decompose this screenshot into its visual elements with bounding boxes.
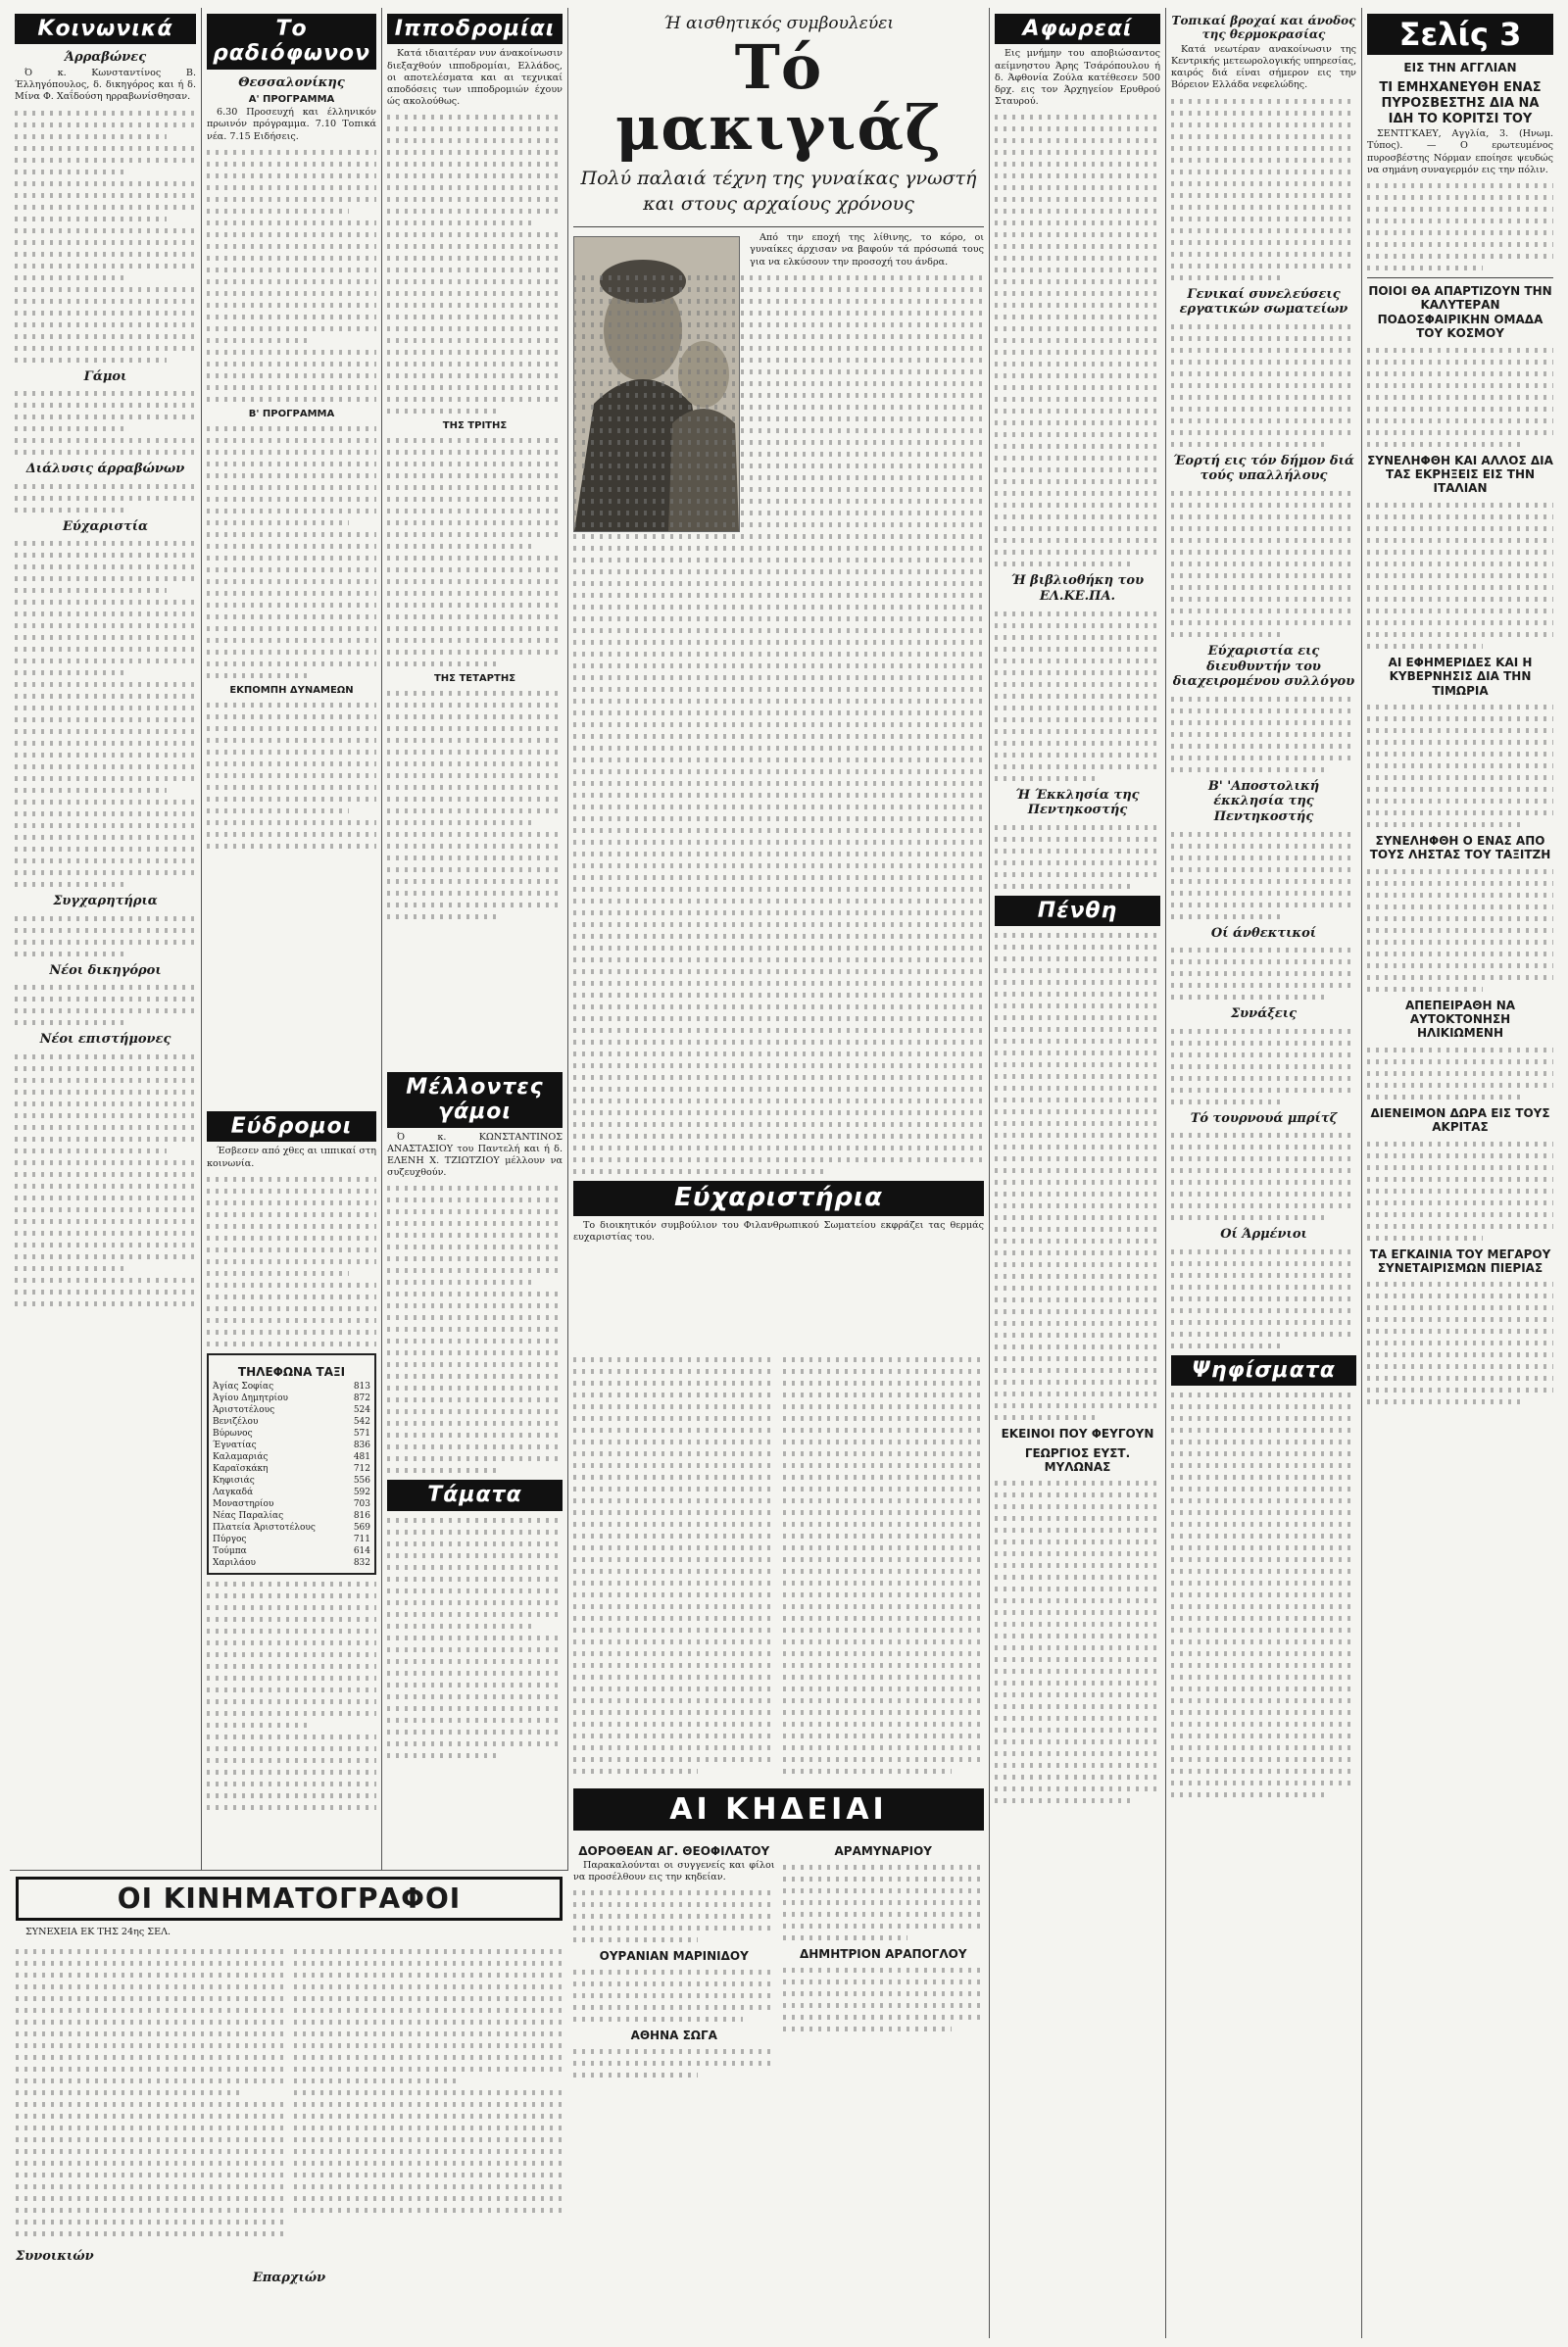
text-engagements: Ό κ. Κωνσταντίνος Β. Έλληγόπουλος, δ. δικηγόρος και ή δ. Μίνα Φ. Χαΐδούση ηρραβωνίσθησαν. <box>15 67 196 103</box>
column-races <box>382 8 568 1066</box>
cinemas-text: ΣΥΝΕΧΕΙΑ ΕΚ ΤΗΣ 24ης ΣΕΛ. <box>25 1927 172 1937</box>
section-title-mourning: Πένθη <box>995 896 1160 926</box>
text-block <box>207 426 376 678</box>
taxi-phones-title: ΤΗΛΕΦΩΝΑ ΤΑΞΙ <box>237 1364 346 1379</box>
cinema-listing-left <box>16 1942 284 2243</box>
runners-text: Έσβεσεν από χθες αι ιππικαί στη κοινωνία. <box>207 1146 377 1169</box>
column-donations <box>990 8 1166 2338</box>
heading-thanks: Εύχαριστία <box>62 518 149 534</box>
page-number: Σελίς 3 <box>1367 14 1553 55</box>
taxi-stand-number: 836 <box>353 1441 370 1451</box>
text-block <box>995 115 1160 566</box>
text-block <box>573 1350 775 1781</box>
taxi-stand-number: 703 <box>353 1499 370 1510</box>
heading-unions: Γενικαί συνελεύσεις εργατικών σωματείων <box>1179 286 1348 318</box>
cinemas-title: ΟΙ ΚΙΝΗΜΑΤΟΓΡΑΦΟΙ <box>16 1877 563 1921</box>
taxi-stand-number: 832 <box>353 1558 370 1569</box>
headline-pieria-cooperatives: ΤΑ ΕΓΚΑΙΝΙΑ ΤΟΥ ΜΕΓΑΡΟΥ ΣΥΝΕΤΑΙΡΙΣΜΩΝ ΠΙΕΡΙΑΣ <box>1369 1247 1551 1276</box>
taxi-stand-name: Άγίου Δημητρίου <box>213 1394 288 1404</box>
taxi-row <box>213 1522 370 1534</box>
heading-weather: Τοπικαί βροχαί και άνοδος της θερμοκρασίας <box>1171 14 1356 42</box>
funeral-notice-name: ΑΘΗΝΑ ΣΩΓΑ <box>630 2029 717 2043</box>
text-block <box>15 111 196 363</box>
text-block <box>1367 705 1553 827</box>
text-block <box>1367 183 1553 270</box>
section-title-future-weddings: Μέλλοντες γάμοι <box>387 1072 563 1128</box>
text-block <box>783 1865 985 1940</box>
taxi-stand-name: Άριστοτέλους <box>213 1405 275 1416</box>
text-block <box>1367 1282 1553 1404</box>
taxi-stand-name: Έγνατίας <box>213 1441 257 1451</box>
section-title-donations: Αφωρεαί <box>995 14 1160 44</box>
taxi-row <box>213 1545 370 1557</box>
newspaper-page <box>10 8 1558 2338</box>
taxi-row <box>213 1393 370 1404</box>
taxi-row <box>213 1557 370 1569</box>
thanks-text: Το διοικητικόν συμβούλιον του Φιλανθρωπικού Σωματείου εκφράζει τας θερμάς ευχαριστίας του. <box>573 1219 984 1243</box>
taxi-row <box>213 1487 370 1498</box>
text-block <box>995 1481 1160 1803</box>
taxi-stand-number: 711 <box>353 1535 370 1545</box>
text-block <box>207 703 376 849</box>
feature-text: Από την εποχή της λίθινης, το κόρο, οι γυναίκες άρχισαν να βαφούν τά πρόσωπά τους για να ελκύσουν την προσοχή του άνδρα. <box>750 232 984 268</box>
taxi-stand-number: 569 <box>353 1523 370 1534</box>
firefighter-text: ΣΕΝΤΓΚΑΕΥ, Αγγλία, 3. (Ηνωμ. Τύπος). — Ο ερωτευμένος πυροσβέστης Νόρμαν εποίησε ψευδώς να σημάνη συναγερμόν εις την πόλιν. <box>1367 128 1553 175</box>
funeral-notice-name: ΟΥΡΑΝΙΑΝ ΜΑΡΙΝΙΔΟΥ <box>599 1949 749 1964</box>
taxi-stand-name: Πλατεία Άριστοτέλους <box>213 1523 316 1534</box>
text-block <box>1171 1249 1356 1348</box>
section-title-runners: Εύδρομοι <box>207 1111 376 1142</box>
taxi-stand-name: Άγίας Σοφίας <box>213 1382 274 1393</box>
taxi-stand-number: 872 <box>353 1394 370 1404</box>
text-block <box>1171 99 1356 280</box>
feature-title: Τό μακιγιάζ <box>615 31 942 164</box>
headline-taxi-robbers: ΣΥΝΕΛΗΦΘΗ Ο ΕΝΑΣ ΑΠΟ ΤΟΥΣ ΛΗΣΤΑΣ ΤΟΥ ΤΑΞΙΤΖΗ <box>1369 833 1551 862</box>
column-feature <box>568 8 990 1350</box>
heading-engagements: Άρραβώνες <box>64 50 147 66</box>
taxi-row <box>213 1463 370 1475</box>
text-block <box>1367 1048 1553 1100</box>
taxi-row <box>213 1510 370 1522</box>
taxi-row <box>213 1440 370 1451</box>
section-title-radio: Το ραδιόφωνον <box>207 14 376 70</box>
text-block <box>995 611 1160 781</box>
column-foreign-news <box>1362 8 1558 2338</box>
heading-departed-name: ΓΕΩΡΓΙΟΣ ΕΥΣΤ. ΜΥΛΩΝΑΣ <box>1024 1445 1131 1474</box>
heading-congratulations: Συγχαρητήρια <box>53 894 158 909</box>
funeral-notice-name: ΔΗΜΗΤΡΙΟΝ ΑΡΑΠΟΓΛΟΥ <box>799 1947 967 1961</box>
funeral-notice-name: ΔΟΡΟΘΕΑΝ ΑΓ. ΘΕΟΦΙΛΑΤΟΥ <box>578 1844 770 1858</box>
text-block <box>995 933 1160 1420</box>
text-block <box>15 1054 196 1306</box>
section-title-social: Κοινωνικά <box>15 14 196 44</box>
heading-new-lawyers: Νέοι δικηγόροι <box>49 962 162 978</box>
headline-suicide-attempt: ΑΠΕΠΕΙΡΑΘΗ ΝΑ ΑΥΤΟΚΤΟΝΗΣΗ ΗΛΙΚΙΩΜΕΝΗ <box>1404 998 1516 1041</box>
taxi-row <box>213 1381 370 1393</box>
taxi-row <box>213 1404 370 1416</box>
heading-apostolic-church: Β' 'Αποστολική έκκλησία της Πεντηκοστής <box>1207 778 1320 824</box>
radio-text: 6.30 Προσευχή και έλληνικόν πρωινόν πρόγραμμα. 7.10 Τοπικά νέα. 7.15 Ειδήσεις. <box>207 107 376 142</box>
subtitle-england: ΕΙΣ ΤΗΝ ΑΓΓΛΙΑΝ <box>1403 61 1517 74</box>
cinemas-provinces-heading: Επαρχιών <box>252 2270 326 2285</box>
taxi-row <box>213 1534 370 1545</box>
taxi-row <box>213 1475 370 1487</box>
taxi-stand-number: 571 <box>353 1429 370 1440</box>
headline-firefighter: ΤΙ ΕΜΗΧΑΝΕΥΘΗ ΕΝΑΣ ΠΥΡΟΣΒΕΣΤΗΣ ΔΙΑ ΝΑ ΙΔΗ ΤΟ ΚΟΡΙΤΣΙ ΤΟΥ <box>1379 80 1542 126</box>
column-radio <box>202 8 382 1105</box>
cinema-listing-right <box>294 1942 563 2243</box>
heading-municipal-celebration: Έορτή εις τόν δήμον διά τούς υπαλλήλους <box>1173 453 1354 484</box>
weather-text: Κατά νεωτέραν ανακοίνωσιν της Κεντρικής μετεωρολογικής υπηρεσίας, καιρός διά είναι σήμερον εις την Βόρειον Ελλάδα νεφελώδης. <box>1171 43 1356 91</box>
text-block <box>387 438 563 666</box>
heading-new-scientists: Νέοι επιστήμονες <box>39 1032 172 1048</box>
text-block <box>783 1968 985 2031</box>
headline-football: ΠΟΙΟΙ ΘΑ ΑΠΑΡΤΙΖΟΥΝ ΤΗΝ ΚΑΛΥΤΕΡΑΝ ΠΟΔΟΣΦΑΙΡΙΚΗΝ ΟΜΑΔΑ ΤΟΥ ΚΟΣΜΟΥ <box>1368 283 1552 341</box>
cinemas-neighborhoods-heading: Συνοικιών <box>16 2249 94 2265</box>
taxi-stand-number: 614 <box>353 1546 370 1557</box>
races-text: Κατά ιδιαιτέραν νυν άνακοίνωσιν διεξαχθούν ιπποδρομίαι, Ελλάδος, οι αποτελέσματα και αι τεχνικαί αποδόσεις των ιπποδρομιών έχουν ώς ακολούθως. <box>387 48 563 108</box>
taxi-row <box>213 1428 370 1440</box>
taxi-phones-table <box>213 1381 370 1569</box>
taxi-stand-name: Βενιζέλου <box>213 1417 259 1428</box>
text-block <box>1171 832 1356 919</box>
heading-bridge-tournament: Τό τουρνουά μπρίτζ <box>1190 1110 1338 1126</box>
taxi-stand-name: Μοναστηρίου <box>213 1499 274 1510</box>
taxi-stand-name: Χαριλάου <box>213 1558 256 1569</box>
section-title-vows: Τάματα <box>387 1480 563 1510</box>
taxi-phones-box <box>207 1353 376 1575</box>
text-block <box>387 691 563 919</box>
taxi-stand-number: 556 <box>353 1476 370 1487</box>
text-block <box>387 1518 563 1758</box>
taxi-stand-name: Καραϊσκάκη <box>213 1464 269 1475</box>
donations-text: Εις μνήμην του αποβιώσαντος αείμνηστου Άρης Τσάρόπουλου ή δ. Άφθονία Ζούλα κατέθεσεν 500 δρχ. εις τον Άρχηγείον Ερυθρού Σταυρού. <box>995 48 1160 108</box>
heading-meetings: Συνάξεις <box>1230 1006 1298 1022</box>
column-local <box>1166 8 1362 2338</box>
text-block <box>573 1970 775 2022</box>
text-block <box>1367 1142 1553 1241</box>
taxi-stand-name: Λαγκαδά <box>213 1488 254 1498</box>
program-b-heading: Β' ΠΡΟΓΡΑΜΜΑ <box>248 408 335 419</box>
races-wednesday-heading: ΤΗΣ ΤΕΤΑΡΤΗΣ <box>433 673 516 685</box>
taxi-stand-name: Τούμπα <box>213 1546 247 1557</box>
text-block <box>15 541 196 887</box>
taxi-stand-number: 816 <box>353 1511 370 1522</box>
text-block <box>15 985 196 1025</box>
section-title-races: Ιπποδρομίαι <box>387 14 563 44</box>
taxi-stand-name: Κηφισιάς <box>213 1476 255 1487</box>
divider <box>573 226 984 227</box>
taxi-stand-name: Νέας Παραλίας <box>213 1511 284 1522</box>
text-block <box>1171 491 1356 637</box>
headline-italy-arrest: ΣΥΝΕΛΗΦΘΗ ΚΑΙ ΑΛΛΟΣ ΔΙΑ ΤΑΣ ΕΚΡΗΞΕΙΣ ΕΙΣ ΤΗΝ ΙΤΑΛΙΑΝ <box>1367 453 1553 496</box>
taxi-stand-number: 481 <box>353 1452 370 1463</box>
funeral-notice-text: Παρακαλούνται οι συγγενείς και φίλοι να προσέλθουν εις την κηδείαν. <box>573 1860 775 1883</box>
program-a-heading: Α' ΠΡΟΓΡΑΜΜΑ <box>248 94 335 106</box>
thanks-title: Εύχαριστήρια <box>573 1181 984 1216</box>
funeral-notice-name: ΑΡΑΜΥΝΑΡΙΟΥ <box>834 1844 932 1858</box>
cinemas-section <box>10 1870 568 2338</box>
headline-newspapers: ΑΙ ΕΦΗΜΕΡΙΔΕΣ ΚΑΙ Η ΚΥΒΕΡΝΗΣΙΣ ΔΙΑ ΤΗΝ ΤΙΜΩΡΙΑ <box>1388 655 1533 698</box>
text-block <box>207 1177 376 1346</box>
text-block <box>1367 869 1553 992</box>
text-block <box>1171 1393 1356 1797</box>
taxi-stand-name: Πύργος <box>213 1535 247 1545</box>
column-feature-lower <box>568 1350 990 2338</box>
section-title-resolutions: Ψηφίσματα <box>1171 1355 1356 1386</box>
text-block <box>207 150 376 402</box>
text-block <box>1171 324 1356 447</box>
text-block <box>1171 697 1356 772</box>
text-block <box>573 1890 775 1942</box>
text-block <box>573 2049 775 2078</box>
heading-director-thanks: Εύχαριστία εις διευθυντήν του διαχειρομένου συλλόγου <box>1172 643 1355 690</box>
taxi-stand-name: Βύρωνος <box>213 1429 253 1440</box>
future-weddings-text: Ό κ. ΚΩΝΣΤΑΝΤΙΝΟΣ ΑΝΑΣΤΑΣΙΟΥ του Παντελή και ή δ. ΕΛΕΝΗ Χ. ΤΖΙΩΤΖΙΟΥ μέλλουν να συζευχθούν. <box>387 1131 563 1179</box>
races-tuesday-heading: ΤΗΣ ΤΡΙΤΗΣ <box>442 420 508 432</box>
taxi-stand-number: 592 <box>353 1488 370 1498</box>
radio-subtitle: Θεσσαλονίκης <box>238 74 345 90</box>
taxi-stand-number: 712 <box>353 1464 370 1475</box>
heading-library: Ή βιβλιοθήκη του ΕΛ.ΚΕ.ΠΑ. <box>1010 573 1145 604</box>
text-block <box>995 825 1160 889</box>
text-block <box>1367 348 1553 447</box>
text-block <box>15 391 196 455</box>
heading-weddings: Γάμοι <box>83 368 127 384</box>
text-block <box>1367 503 1553 649</box>
text-block <box>1171 948 1356 1000</box>
funerals-title: ΑΙ ΚΗΔΕΙΑΙ <box>573 1788 984 1831</box>
text-block <box>387 115 563 414</box>
heading-armenians: Οί Άρμένιοι <box>1220 1227 1307 1243</box>
feature-subtitle: Πολύ παλαιά τέχνη της γυναίκας γνωστή και στους αρχαίους χρόνους <box>580 168 977 215</box>
text-block <box>1171 1029 1356 1104</box>
heading-departing: ΕΚΕΙΝΟΙ ΠΟΥ ΦΕΥΓΟΥΝ <box>1001 1426 1154 1441</box>
text-block <box>15 916 196 956</box>
text-block <box>783 1350 985 1781</box>
heading-resistant: Οί άνθεκτικοί <box>1210 925 1317 941</box>
taxi-row <box>213 1498 370 1510</box>
divider <box>1367 277 1553 278</box>
taxi-stand-name: Καλαμαριάς <box>213 1452 269 1463</box>
heading-broken-engagements: Διάλυσις άρραβώνων <box>25 462 185 477</box>
taxi-stand-number: 813 <box>353 1382 370 1393</box>
heading-pentecost-church: Ή Έκκλησία της Πεντηκοστής <box>1015 787 1140 818</box>
taxi-stand-number: 524 <box>353 1405 370 1416</box>
text-block <box>387 1186 563 1473</box>
text-block <box>207 1582 376 1810</box>
text-block <box>15 484 196 513</box>
forces-program-heading: ΕΚΠΟΜΠΗ ΔΥΝΑΜΕΩΝ <box>229 684 354 696</box>
taxi-row <box>213 1416 370 1428</box>
headline-gifts-border: ΔΙΕΝΕΙΜΟΝ ΔΩΡΑ ΕΙΣ ΤΟΥΣ ΑΚΡΙΤΑΣ <box>1370 1105 1550 1135</box>
taxi-stand-number: 542 <box>353 1417 370 1428</box>
taxi-row <box>213 1451 370 1463</box>
text-block <box>1171 1133 1356 1220</box>
feature-kicker: Ή αισθητικός συμβουλεύει <box>662 14 895 33</box>
